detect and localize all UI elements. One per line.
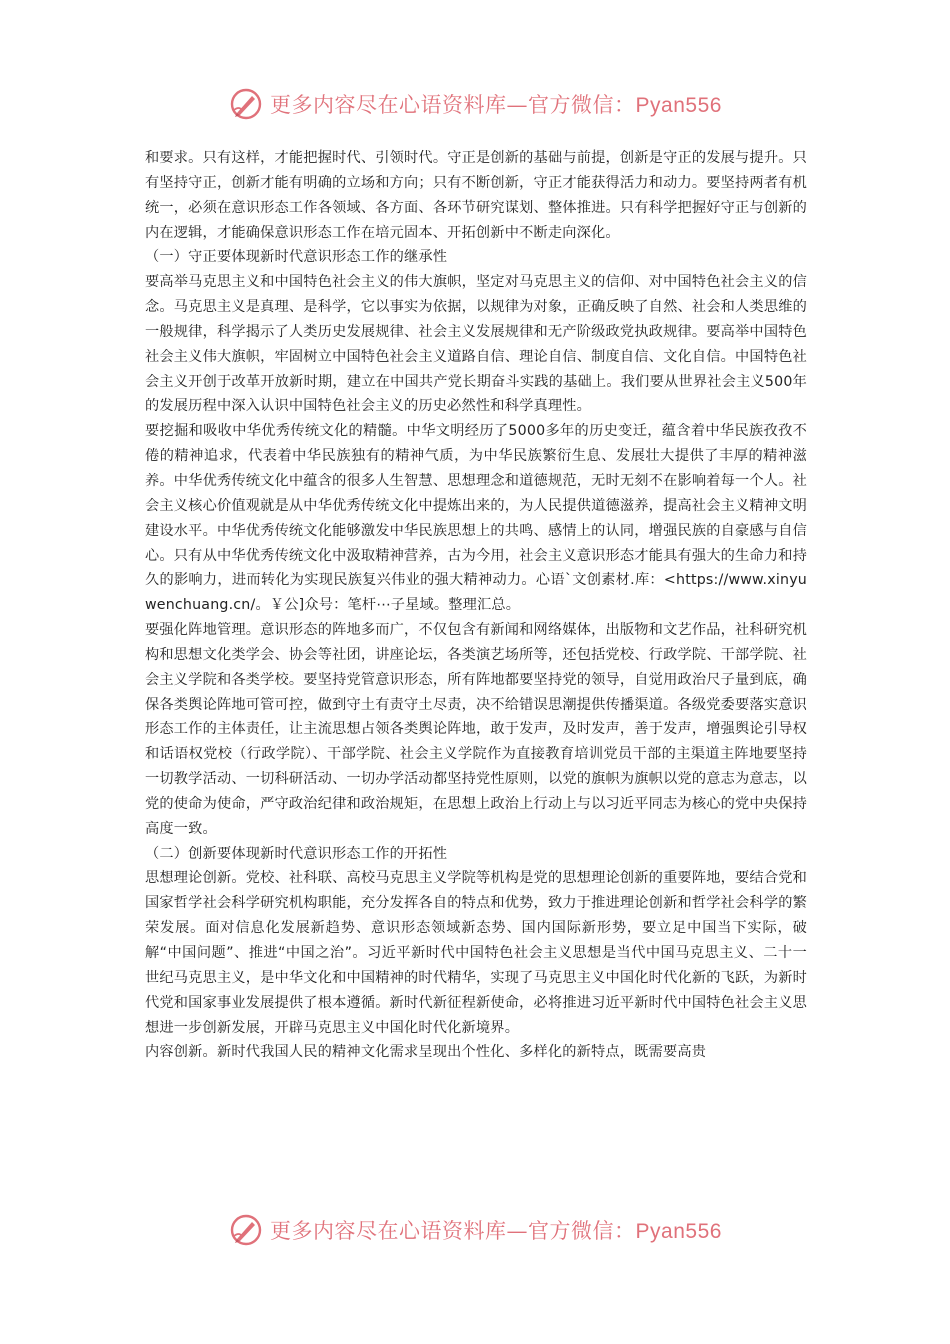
section-heading-2: （二）创新要体现新时代意识形态工作的开拓性: [145, 845, 448, 862]
banner-main-text: 更多内容尽在心语资料库: [270, 1219, 507, 1243]
footer-watermark-banner: [0, 1210, 950, 1250]
pen-brush-logo-icon: [228, 86, 264, 122]
document-body: [145, 146, 807, 1065]
paragraph-theory-innovation: 思想理论创新。党校、社科联、高校马克思主义学院等机构是党的思想理论创新的重要阵地，要结合党和国家哲学社会科学研究机构职能，充分发挥各自的特点和优势，致力于推进理论创新和哲学社会科学的繁荣发展。面对信息化发展新趋势、意识形态领域新态势、国内国际新形势，要立足中国当下实际，破解“中国问题”、推进“中国之治”。习近平新时代中国特色社会主义思想是当代中国马克思主义、二十一世纪马克思主义，是中华文化和中国精神的时代精华，实现了马克思主义中国化时代化新的飞跃，为新时代党和国家事业发展提供了根本遵循。新时代新征程新使命，必将推进习近平新时代中国特色社会主义思想进一步创新发展，开辟马克思主义中国化时代化新境界。: [145, 870, 807, 1036]
paragraph-traditional-culture: 要挖掘和吸收中华优秀传统文化的精髓。中华文明经历了5000多年的历史变迁，蕴含着中华民族孜孜不倦的精神追求，代表着中华民族独有的精神气质，为中华民族繁衍生息、发展壮大提供了丰厚的精神滋养。中华优秀传统文化中蕴含的很多人生智慧、思想理念和道德规范，无时无刻不在影响着每一个人。社会主义核心价值观就是从中华优秀传统文化中提炼出来的，为人民提供道德滋养，提高社会主义精神文明建设水平。中华优秀传统文化能够激发中华民族思想上的共鸣、感情上的认同，增强民族的自豪感与自信心。只有从中华优秀传统文化中汲取精神营养，古为今用，社会主义意识形态才能具有强大的生命力和持久的影响力，进而转化为实现民族复兴伟业的强大精神动力。心语`文创素材.库：<https://www.xinyuwenchuang.cn/。￥公]众号：笔杆⋯子星域。整理汇总。: [145, 423, 807, 614]
section-heading-1: （一）守正要体现新时代意识形态工作的继承性: [145, 249, 448, 266]
paragraph-intro: 和要求。只有这样，才能把握时代、引领时代。守正是创新的基础与前提，创新是守正的发展与提升。只有坚持守正，创新才能有明确的立场和方向；只有不断创新，守正才能获得活力和动力。要坚持两者有机统一，必须在意识形态工作各领域、各方面、各环节研究谋划、整体推进。只有科学把握好守正与创新的内在逻辑，才能确保意识形态工作在培元固本、开拓创新中不断走向深化。: [145, 150, 807, 241]
banner-wechat-id: Pyan556: [635, 1220, 722, 1243]
banner-text: [270, 89, 722, 119]
pen-brush-logo-icon: [228, 1212, 264, 1248]
paragraph-content-innovation: 内容创新。新时代我国人民的精神文化需求呈现出个性化、多样化的新特点，既需要高贵: [145, 1044, 707, 1061]
header-watermark-banner: [0, 84, 950, 124]
banner-main-text: 更多内容尽在心语资料库: [270, 93, 507, 117]
paragraph-position-management: 要强化阵地管理。意识形态的阵地多而广，不仅包含有新闻和网络媒体，出版物和文艺作品，社科研究机构和思想文化类学会、协会等社团，讲座论坛，各类演艺场所等，还包括党校、行政学院、干部学院、社会主义学院和各类学校。要坚持党管意识形态，所有阵地都要坚持党的领导，自觉用政治尺子量到底，确保各类舆论阵地可管可控，做到守土有责守土尽责，决不给错误思潮提供传播渠道。各级党委要落实意识形态工作的主体责任，让主流思想占领各类舆论阵地，敢于发声，及时发声，善于发声，增强舆论引导权和话语权党校（行政学院）、干部学院、社会主义学院作为直接教育培训党员干部的主渠道主阵地要坚持一切教学活动、一切科研活动、一切办学活动都坚持党性原则，以党的旗帜为旗帜以党的意志为意志，以党的使命为使命，严守政治纪律和政治规矩，在思想上政治上行动上与以习近平同志为核心的党中央保持高度一致。: [145, 622, 807, 837]
banner-separator: —: [506, 1219, 529, 1243]
paragraph-marxism-banner: 要高举马克思主义和中国特色社会主义的伟大旗帜，坚定对马克思主义的信仰、对中国特色社会主义的信念。马克思主义是真理、是科学，它以事实为依据，以规律为对象，正确反映了自然、社会和人类思维的一般规律，科学揭示了人类历史发展规律、社会主义发展规律和无产阶级政党执政规律。要高举中国特色社会主义伟大旗帜，牢固树立中国特色社会主义道路自信、理论自信、制度自信、文化自信。中国特色社会主义开创于改革开放新时期，建立在中国共产党长期奋斗实践的基础上。我们要从世界社会主义500年的发展历程中深入认识中国特色社会主义的历史必然性和科学真理性。: [145, 274, 807, 415]
banner-official-text: 官方微信：: [528, 93, 636, 117]
banner-text: [270, 1215, 722, 1245]
banner-separator: —: [506, 93, 529, 117]
banner-official-text: 官方微信：: [528, 1219, 636, 1243]
banner-wechat-id: Pyan556: [635, 94, 722, 117]
